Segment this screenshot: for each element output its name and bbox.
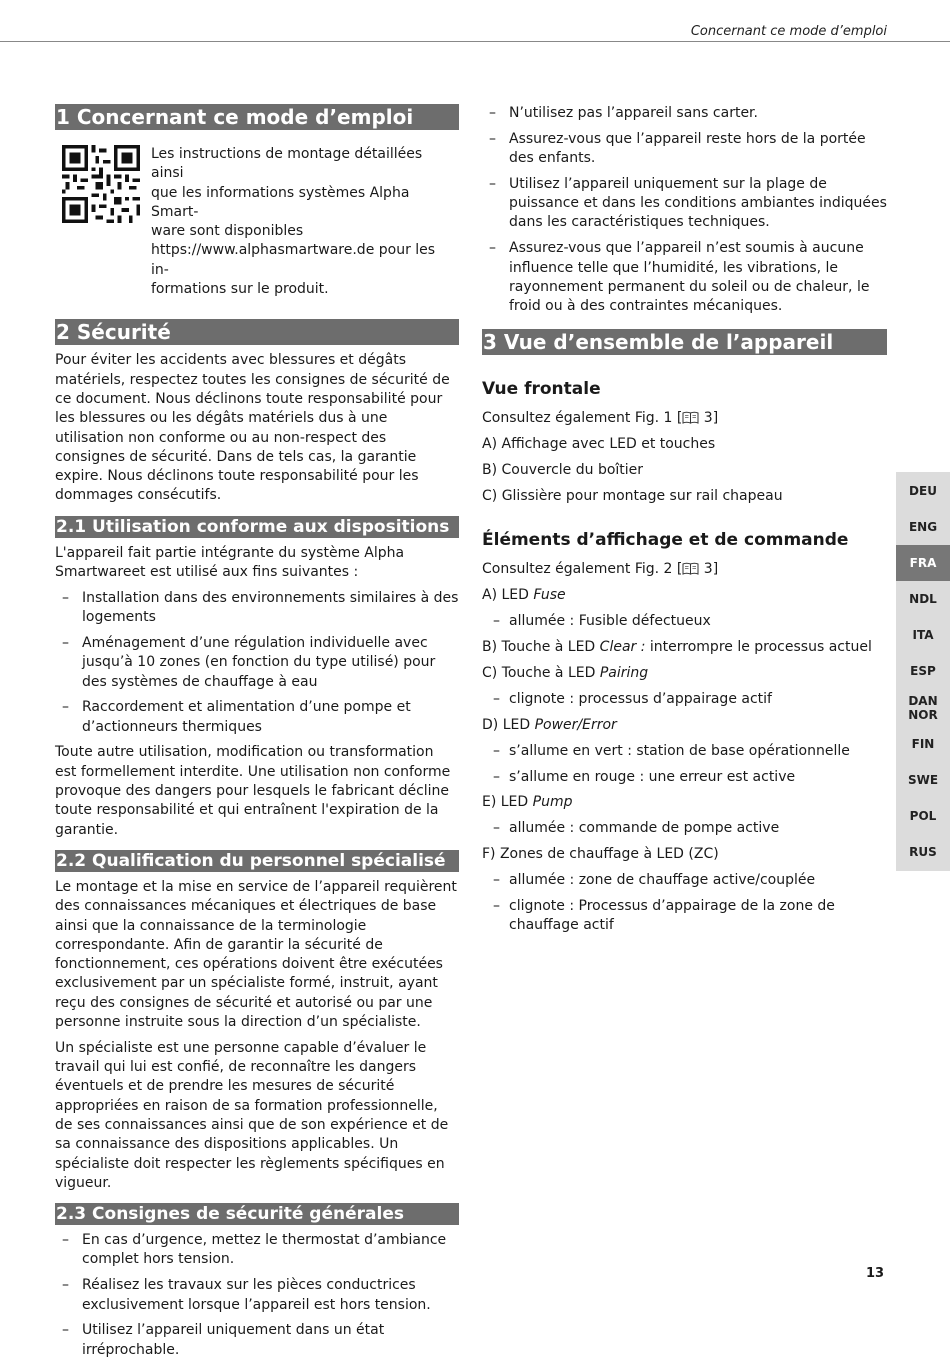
section-2-1-outro: Toute autre utilisation, modification ou transformation est formellement interdite. Une utilisation non conforme provoque des dangers pour lesquels le fabricant décline toute responsabilité et qui entraînent l'expiration de la garantie.	[55, 744, 451, 838]
element-d: D) LED Power/Error	[482, 716, 617, 733]
book-icon	[682, 562, 699, 575]
qr-code-icon	[62, 145, 140, 223]
section-2-intro: Pour éviter les accidents avec blessures et dégâts matériels, respectez toutes les consignes de sécurité de ce document. Nous déclinons toute responsabilité pour les blessures ou les dégâts matériels dus à une utilisation non conforme ou au non-respect des consignes de sécurité. Dans de tels cas, la garantie expire. Nous déclinons toute responsabilité pour les dommages consécutifs.	[55, 352, 450, 504]
section-2-2-p1: Le montage et la mise en service de l’appareil requièrent des connaissances mécaniques et électriques de base ainsi que la connaissance de la terminologie correspondante. Afin de garantir la sécurité de fonctionnement, ces opérations doivent être exécutées exclusivement par un spécialiste formé, instruit, ayant reçu des consignes de sécurité et autorisé ou par une personne instruite sous la direction d’un spécialiste.	[55, 878, 457, 1030]
list-item: – Installation dans des environnements similaires à des logements	[55, 589, 459, 628]
figure-reference: Consultez également Fig. 1 [ 3]	[482, 410, 719, 427]
element-a: A) LED Fuse	[482, 587, 566, 604]
right-column	[482, 104, 887, 942]
language-tab-swe[interactable]: SWE	[907, 773, 939, 787]
front-item: A) Affichage avec LED et touches	[482, 436, 716, 453]
element-b: B) Touche à LED Clear : interrompre le processus actuel	[482, 639, 872, 656]
language-tab-rus[interactable]: RUS	[909, 845, 937, 859]
qr-line: ware sont disponibles	[151, 223, 304, 240]
element-e: E) LED Pump	[482, 794, 573, 811]
list-item: – En cas d’urgence, mettez le thermostat d’ambiance complet hors tension.	[55, 1231, 459, 1270]
element-f: F) Zones de chauffage à LED (ZC)	[482, 846, 719, 863]
section-2-2-title: 2.2 Qualification du personnel spécialisé	[55, 850, 459, 872]
language-tab-fra[interactable]: FRA	[896, 545, 950, 581]
language-sidebar	[896, 472, 950, 871]
list-item: – Raccordement et alimentation d’une pompe et d’actionneurs thermiques	[55, 698, 459, 737]
element-d-state: – s’allume en rouge : une erreur est active	[482, 768, 887, 787]
header-rule	[0, 41, 950, 42]
element-d-state: – s’allume en vert : station de base opérationnelle	[482, 742, 887, 761]
list-item: – Assurez-vous que l’appareil reste hors de la portée des enfants.	[482, 130, 887, 169]
list-item: – Assurez-vous que l’appareil n’est soumis à aucune influence telle que l’humidité, les vibrations, le rayonnement permanent du soleil ou de chaleur, le froid ou à des contraintes mécaniques.	[482, 239, 887, 316]
safety-list-continued	[482, 104, 887, 316]
element-a-state: – allumée : Fusible défectueux	[482, 612, 887, 631]
front-view-heading: Vue frontale	[482, 379, 601, 400]
list-item: – Utilisez l’appareil uniquement dans un état irréprochable.	[55, 1321, 459, 1360]
language-tab-deu[interactable]: DEU	[909, 484, 937, 498]
section-2-1-title: 2.1 Utilisation conforme aux dispositions	[55, 516, 459, 538]
running-header: Concernant ce mode d’emploi	[690, 24, 887, 39]
language-tab-fin[interactable]: FIN	[911, 737, 935, 751]
front-item: B) Couvercle du boîtier	[482, 462, 644, 479]
page-number: 13	[866, 1266, 885, 1281]
section-2-1-intro: L'appareil fait partie intégrante du système Alpha Smartwareet est utilisé aux fins suivantes :	[55, 544, 405, 581]
section-2-3-title: 2.3 Consignes de sécurité générales	[55, 1203, 459, 1225]
qr-line: que les informations systèmes Alpha Smart-	[151, 184, 410, 220]
left-column	[55, 104, 459, 1366]
qr-line: formations sur le produit.	[151, 281, 329, 298]
language-tab-eng[interactable]: ENG	[908, 520, 938, 534]
language-tab-ita[interactable]: ITA	[912, 628, 934, 642]
language-tab-esp[interactable]: ESP	[910, 664, 936, 678]
qr-line: https://www.alphasmartware.de pour les in-	[151, 242, 436, 278]
element-e-state: – allumée : commande de pompe active	[482, 819, 887, 838]
list-item: – Aménagement d’une régulation individuelle avec jusqu’à 10 zones (en fonction du type utilisé) pour des systèmes de chauffage à eau	[55, 634, 459, 692]
list-item: – Utilisez l’appareil uniquement sur la plage de puissance et dans les conditions ambiantes indiquées dans les caractéristiques techniques.	[482, 175, 887, 233]
element-c-state: – clignote : processus d’appairage actif	[482, 690, 887, 709]
element-f-state: – allumée : zone de chauffage active/couplée	[482, 871, 887, 890]
element-f-state: – clignote : Processus d’appairage de la zone de chauffage actif	[482, 897, 887, 936]
section-1-title: 1 Concernant ce mode d’emploi	[55, 104, 459, 130]
figure-reference: Consultez également Fig. 2 [ 3]	[482, 561, 719, 578]
section-3-title: 3 Vue d’ensemble de l’appareil	[482, 329, 887, 355]
qr-text	[151, 145, 451, 299]
usage-list	[55, 589, 459, 737]
front-item: C) Glissière pour montage sur rail chapeau	[482, 488, 783, 505]
element-c: C) Touche à LED Pairing	[482, 665, 649, 681]
section-2-2-p2: Un spécialiste est une personne capable d’évaluer le travail qui lui est confié, de reconnaître les dangers éventuels et de prendre les mesures de sécurité appropriées en raison de sa formation professionnelle, de ses connaissances ainsi que de son expérience et de sa connaissance des dispositions applicables. Un spécialiste doit respecter les règlements spécifiques en vigueur.	[55, 1039, 449, 1191]
list-item: – N’utilisez pas l’appareil sans carter.	[482, 104, 887, 123]
qr-line: Les instructions de montage détaillées ainsi	[151, 146, 423, 182]
section-2-title: 2 Sécurité	[55, 319, 459, 345]
language-tab-pol[interactable]: POL	[909, 809, 937, 823]
qr-block	[55, 145, 459, 299]
elements-heading: Éléments d’affichage et de commande	[482, 530, 849, 551]
safety-list	[55, 1231, 459, 1360]
list-item: – Réalisez les travaux sur les pièces conductrices exclusivement lorsque l’appareil est hors tension.	[55, 1276, 459, 1315]
language-tab-dan-nor[interactable]: DAN NOR	[908, 694, 938, 722]
book-icon	[682, 411, 699, 424]
language-tab-ndl[interactable]: NDL	[909, 592, 937, 606]
